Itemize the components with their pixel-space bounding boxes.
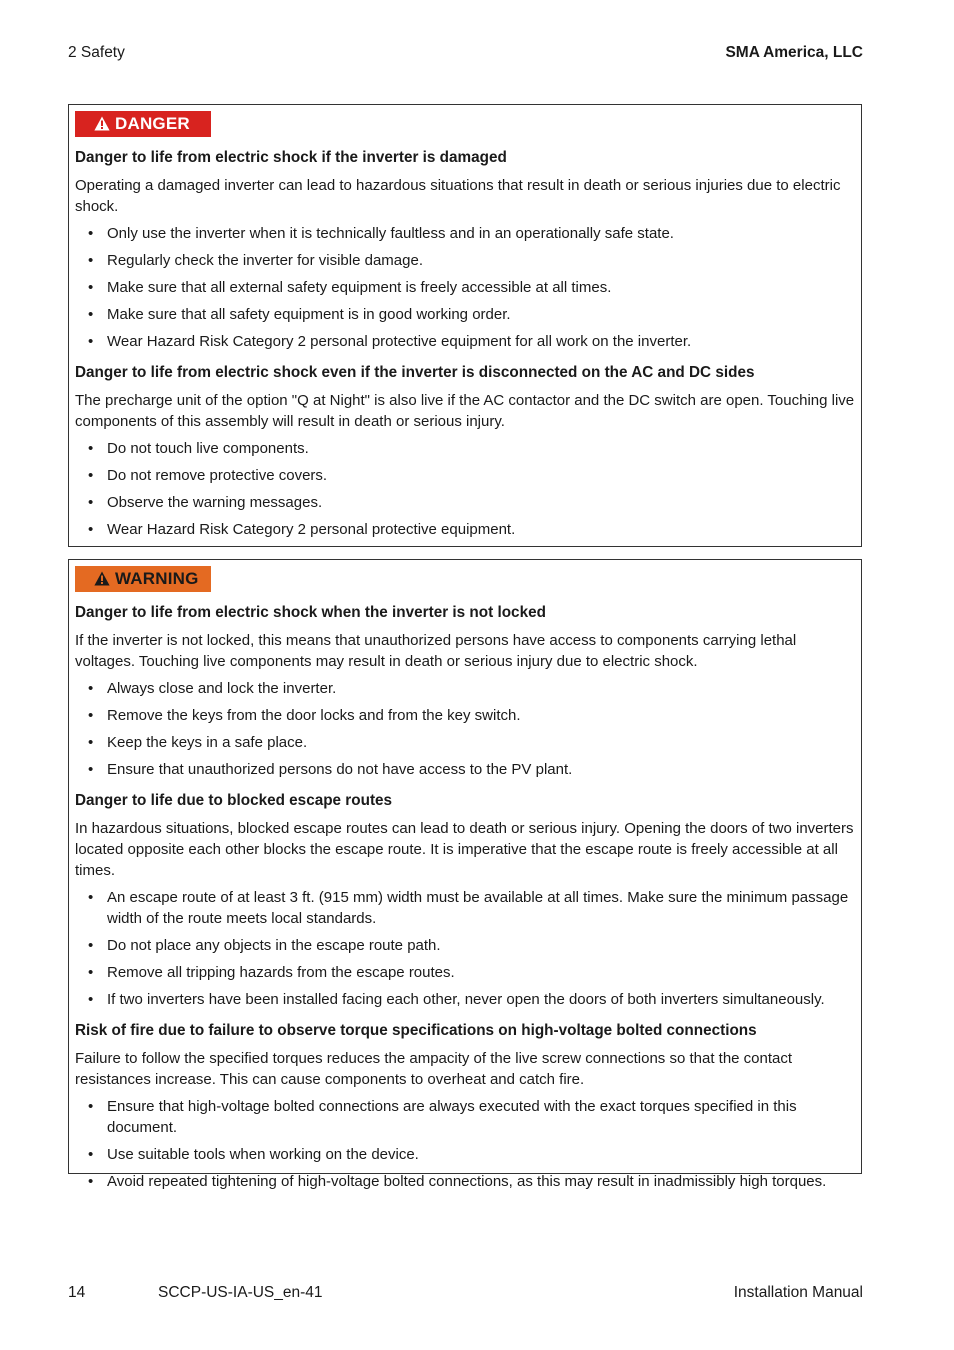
- section-heading: Danger to life from electric shock even if the inverter is disconnected on the AC and DC sides: [75, 364, 755, 381]
- list-item: [75, 1144, 855, 1165]
- bullet-dot-icon: •: [88, 333, 94, 350]
- bullet-list: [75, 887, 855, 1010]
- warning-box: [68, 559, 862, 1190]
- warning-badge: [75, 566, 211, 592]
- warning-triangle-icon: [94, 116, 110, 131]
- list-item: [75, 492, 855, 513]
- bullet-dot-icon: •: [88, 1173, 94, 1190]
- list-item: [75, 250, 855, 271]
- bullet-dot-icon: •: [88, 1146, 94, 1163]
- bullet-list: [75, 1096, 855, 1192]
- list-item-text: Ensure that unauthorized persons do not have access to the PV plant.: [107, 761, 573, 778]
- bullet-dot-icon: •: [88, 991, 94, 1008]
- bullet-dot-icon: •: [88, 964, 94, 981]
- bullet-dot-icon: •: [88, 680, 94, 697]
- list-item-text: Ensure that high-voltage bolted connections are always executed with the exact torques specified in this document.: [107, 1098, 797, 1136]
- section-text: Operating a damaged inverter can lead to hazardous situations that result in death or serious injuries due to electric shock.: [75, 177, 841, 215]
- section-text: Failure to follow the specified torques reduces the ampacity of the live screw connections so that the contact resistances increase. This can cause components to overheat and catch fire.: [75, 1050, 793, 1088]
- list-item-text: Remove all tripping hazards from the escape routes.: [107, 964, 455, 981]
- section-text: If the inverter is not locked, this means that unauthorized persons have access to components carrying lethal voltages. Touching live components may result in death or serious injury due to electric shock.: [75, 632, 797, 670]
- footer-doc-title: Installation Manual: [733, 1284, 863, 1301]
- list-item-text: Always close and lock the inverter.: [107, 680, 337, 697]
- list-item-text: Observe the warning messages.: [107, 494, 323, 511]
- list-item-text: Do not place any objects in the escape route path.: [107, 937, 441, 954]
- section-heading: Danger to life from electric shock if the inverter is damaged: [75, 149, 507, 166]
- header-section: 2 Safety: [68, 44, 125, 61]
- list-item: [75, 678, 855, 699]
- footer-page-number: 14: [68, 1284, 86, 1301]
- bullet-dot-icon: •: [88, 521, 94, 538]
- list-item-text: An escape route of at least 3 ft. (915 mm) width must be available at all times. Make sure the minimum passage width of the route meets local standards.: [107, 889, 849, 927]
- list-item: [75, 331, 855, 352]
- list-item: [75, 962, 855, 983]
- bullet-dot-icon: •: [88, 734, 94, 751]
- warning-sections: [75, 603, 855, 1192]
- warning-triangle-icon: [94, 571, 110, 586]
- list-item-text: Wear Hazard Risk Category 2 personal protective equipment.: [107, 521, 516, 538]
- bullet-list: [75, 223, 855, 352]
- section-heading: Risk of fire due to failure to observe torque specifications on high-voltage bolted connections: [75, 1022, 757, 1039]
- danger-box: [68, 104, 862, 547]
- list-item-text: Only use the inverter when it is technically faultless and in an operationally safe state.: [107, 225, 674, 242]
- section-heading: Danger to life from electric shock when the inverter is not locked: [75, 604, 546, 621]
- bullet-dot-icon: •: [88, 252, 94, 269]
- danger-badge: [75, 111, 211, 137]
- list-item: [75, 887, 855, 929]
- bullet-dot-icon: •: [88, 467, 94, 484]
- bullet-dot-icon: •: [88, 225, 94, 242]
- list-item-text: Do not touch live components.: [107, 440, 309, 457]
- list-item: [75, 304, 855, 325]
- list-item: [75, 705, 855, 726]
- list-item-text: If two inverters have been installed facing each other, never open the doors of both inverters simultaneously.: [107, 991, 825, 1008]
- bullet-dot-icon: •: [88, 707, 94, 724]
- list-item-text: Make sure that all external safety equipment is freely accessible at all times.: [107, 279, 612, 296]
- list-item-text: Make sure that all safety equipment is in good working order.: [107, 306, 511, 323]
- bullet-dot-icon: •: [88, 279, 94, 296]
- bullet-dot-icon: •: [88, 1098, 94, 1115]
- bullet-dot-icon: •: [88, 761, 94, 778]
- list-item: [75, 465, 855, 486]
- list-item: [75, 277, 855, 298]
- list-item-text: Use suitable tools when working on the device.: [107, 1146, 419, 1163]
- list-item: [75, 223, 855, 244]
- bullet-list: [75, 438, 855, 540]
- list-item-text: Keep the keys in a safe place.: [107, 734, 308, 751]
- list-item: [75, 1171, 855, 1192]
- list-item: [75, 1096, 855, 1138]
- section-text: The precharge unit of the option "Q at Night" is also live if the AC contactor and the DC switch are open. Touching live components of this assembly will result in death or serious injury.: [75, 392, 855, 430]
- warning-badge-label: WARNING: [115, 569, 199, 588]
- list-item: [75, 759, 855, 780]
- bullet-dot-icon: •: [88, 494, 94, 511]
- footer-doc-id: SCCP-US-IA-US_en-41: [158, 1284, 323, 1301]
- bullet-dot-icon: •: [88, 440, 94, 457]
- bullet-dot-icon: •: [88, 889, 94, 906]
- list-item: [75, 732, 855, 753]
- danger-sections: [75, 148, 855, 540]
- list-item-text: Regularly check the inverter for visible damage.: [107, 252, 423, 269]
- list-item: [75, 989, 855, 1010]
- bullet-list: [75, 678, 855, 780]
- list-item: [75, 519, 855, 540]
- list-item-text: Wear Hazard Risk Category 2 personal protective equipment for all work on the inverter.: [107, 333, 692, 350]
- list-item-text: Avoid repeated tightening of high-voltage bolted connections, as this may result in inadmissibly high torques.: [107, 1173, 827, 1190]
- bullet-dot-icon: •: [88, 306, 94, 323]
- list-item-text: Remove the keys from the door locks and from the key switch.: [107, 707, 521, 724]
- section-heading: Danger to life due to blocked escape routes: [75, 792, 393, 809]
- list-item-text: Do not remove protective covers.: [107, 467, 328, 484]
- list-item: [75, 935, 855, 956]
- section-text: In hazardous situations, blocked escape routes can lead to death or serious injury. Opening the doors of two inverters located opposite each other blocks the escape route. It is imperative that the escape route is freely accessible at all times.: [75, 820, 854, 879]
- bullet-dot-icon: •: [88, 937, 94, 954]
- list-item: [75, 438, 855, 459]
- header-company: SMA America, LLC: [725, 44, 863, 61]
- danger-badge-label: DANGER: [115, 114, 190, 133]
